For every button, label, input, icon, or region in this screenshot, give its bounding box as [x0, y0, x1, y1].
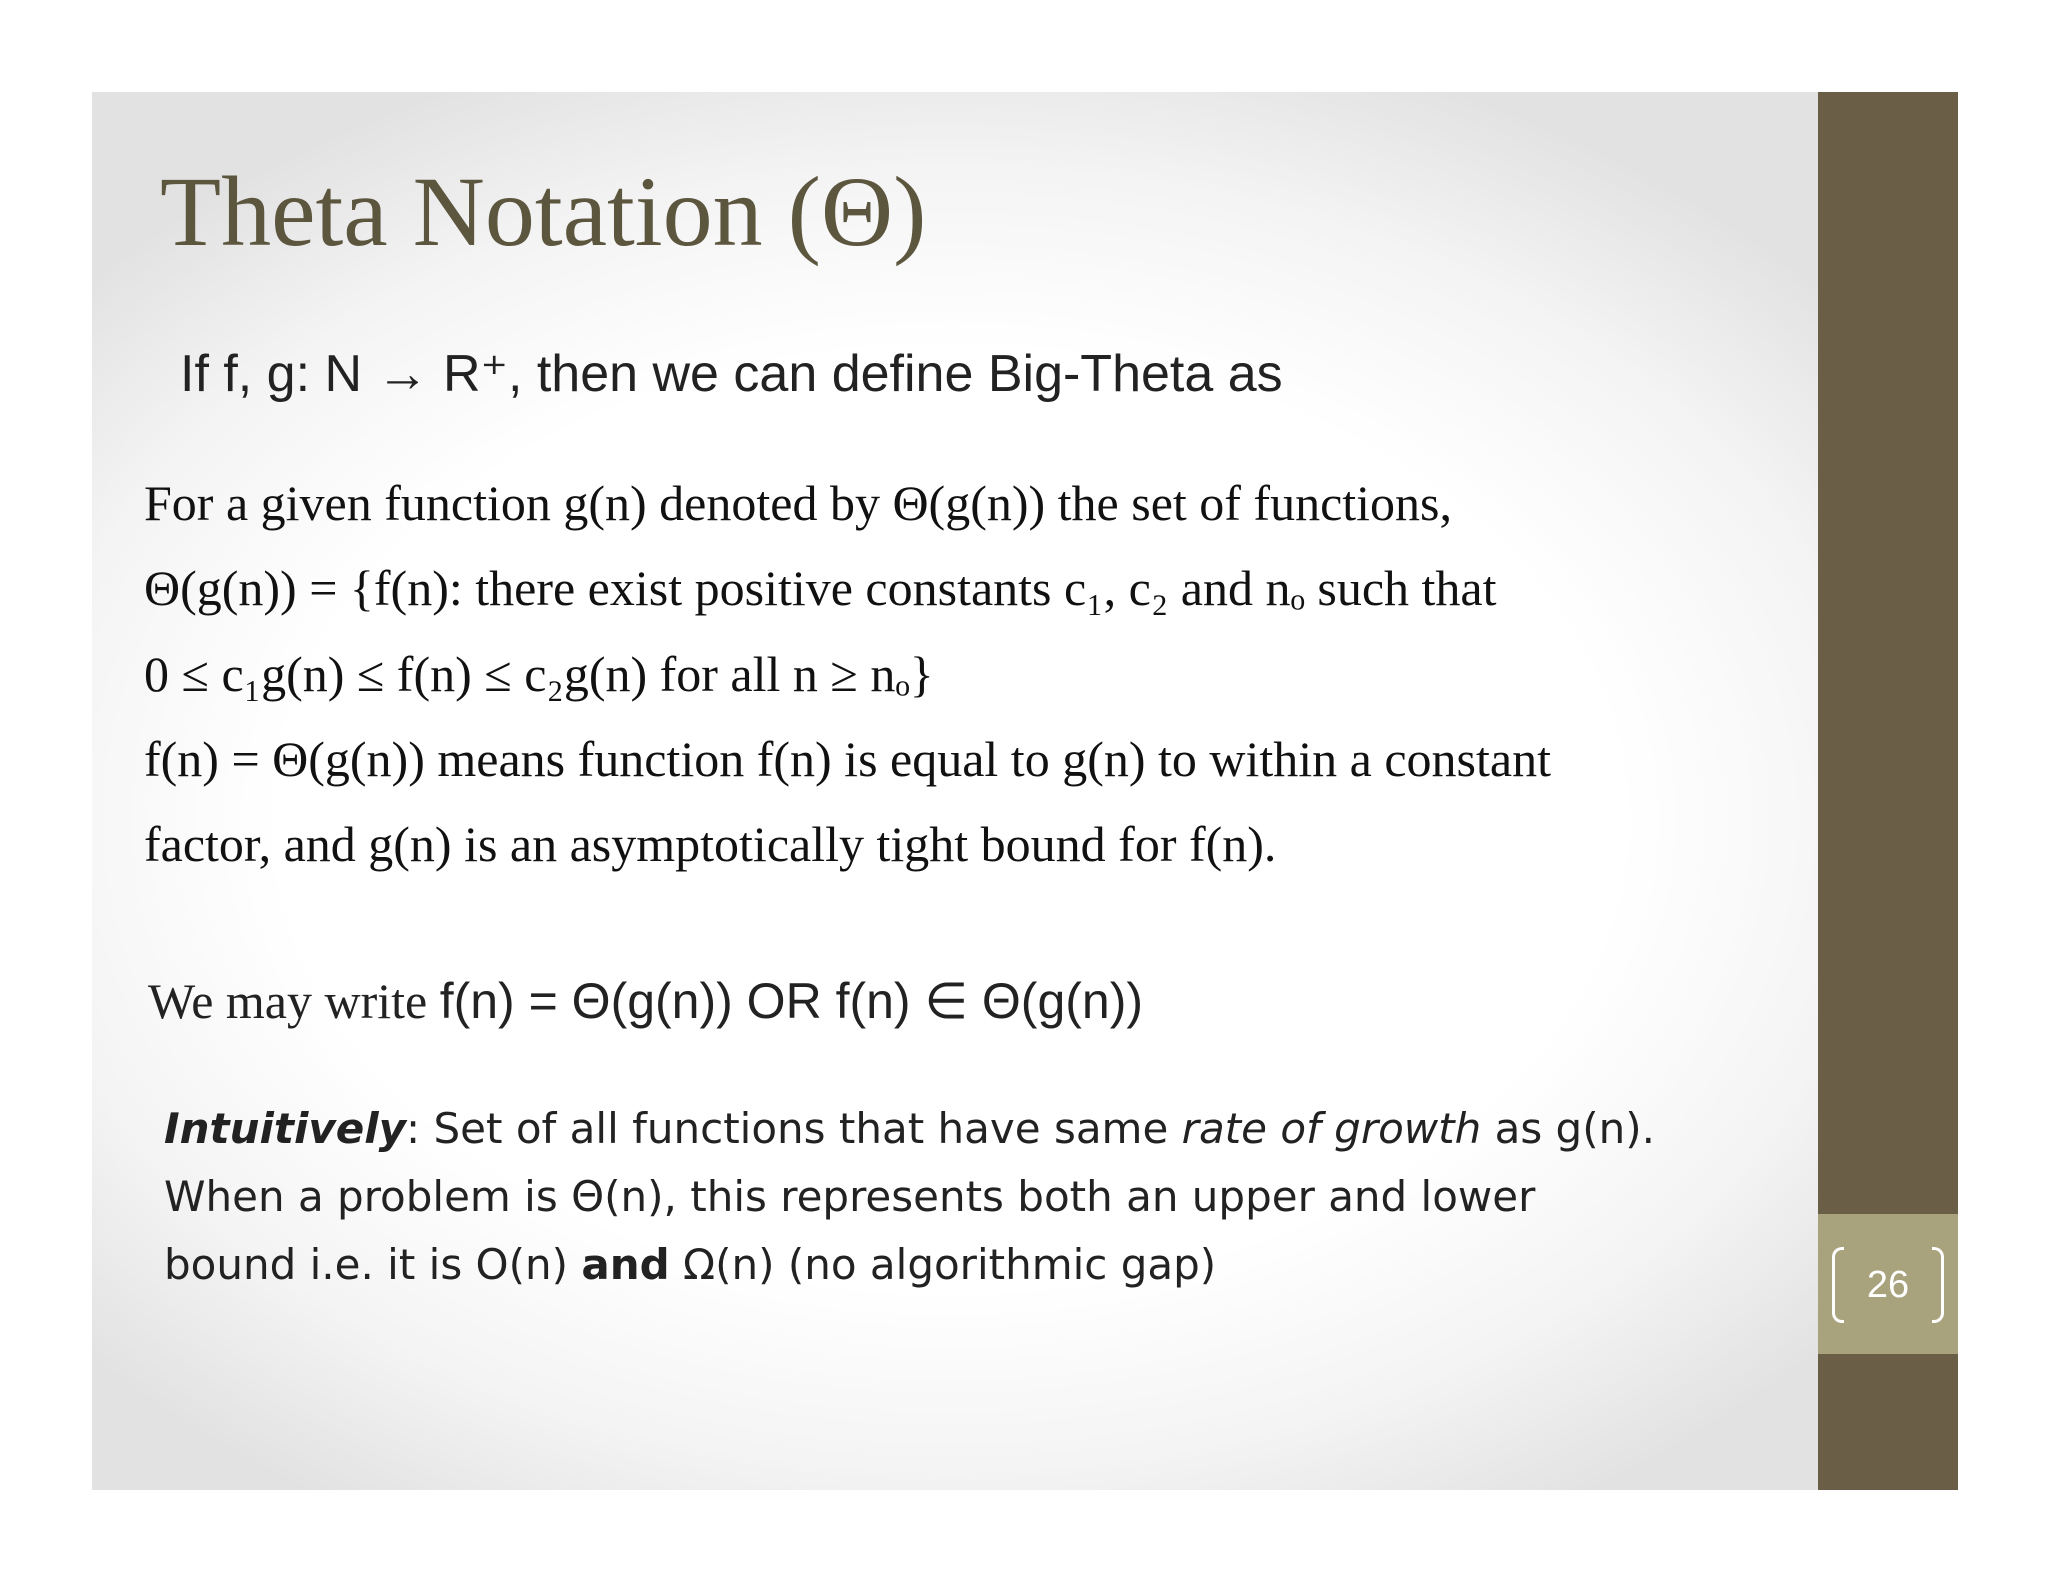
- slide-number: [1832, 1247, 1944, 1323]
- intuition-line-1: [164, 1104, 1655, 1153]
- slide-number-text: 26: [1866, 1263, 1910, 1306]
- intuition-line-1-end: as g(n).: [1481, 1104, 1655, 1153]
- intuition-lead: Intuitively: [164, 1104, 407, 1153]
- subtitle: If f, g: N → R⁺, then we can define Big-Theta as: [180, 345, 1283, 403]
- intuition-line-3-start: bound i.e. it is O(n): [164, 1240, 582, 1289]
- intuition-and: and: [581, 1240, 670, 1289]
- slide-number-box: [1818, 1214, 1958, 1354]
- definition-line-1: For a given function g(n) denoted by Θ(g(n)) the set of functions,: [144, 475, 1453, 531]
- sidebar-bar: [1818, 92, 1958, 1490]
- intuition-line-1-text: : Set of all functions that have same: [406, 1104, 1182, 1153]
- notation-formula: f(n) = Θ(g(n)) OR f(n) ∈ Θ(g(n)): [439, 973, 1144, 1029]
- definition-line-4: f(n) = Θ(g(n)) means function f(n) is equal to g(n) to within a constant: [144, 731, 1551, 787]
- definition-line-5: factor, and g(n) is an asymptotically tight bound for f(n).: [144, 816, 1277, 872]
- slide-title: Theta Notation (Θ): [160, 156, 927, 267]
- right-bracket-decoration: [1932, 1247, 1944, 1323]
- intuition-line-3: [164, 1240, 1216, 1289]
- notation-prefix: We may write: [148, 973, 440, 1029]
- intuition-line-3-end: Ω(n) (no algorithmic gap): [669, 1240, 1217, 1289]
- intuition-rate-of-growth: rate of growth: [1181, 1104, 1482, 1153]
- left-bracket-decoration: [1832, 1247, 1844, 1323]
- intuition-line-2: When a problem is Θ(n), this represents both an upper and lower: [164, 1172, 1536, 1221]
- definition-line-2: Θ(g(n)) = {f(n): there exist positive constants c₁, c₂ and nₒ such that: [144, 560, 1497, 616]
- notation-line: [148, 972, 1143, 1030]
- definition-line-3: 0 ≤ c₁g(n) ≤ f(n) ≤ c₂g(n) for all n ≥ nₒ}: [144, 646, 934, 702]
- slide: [92, 92, 1958, 1490]
